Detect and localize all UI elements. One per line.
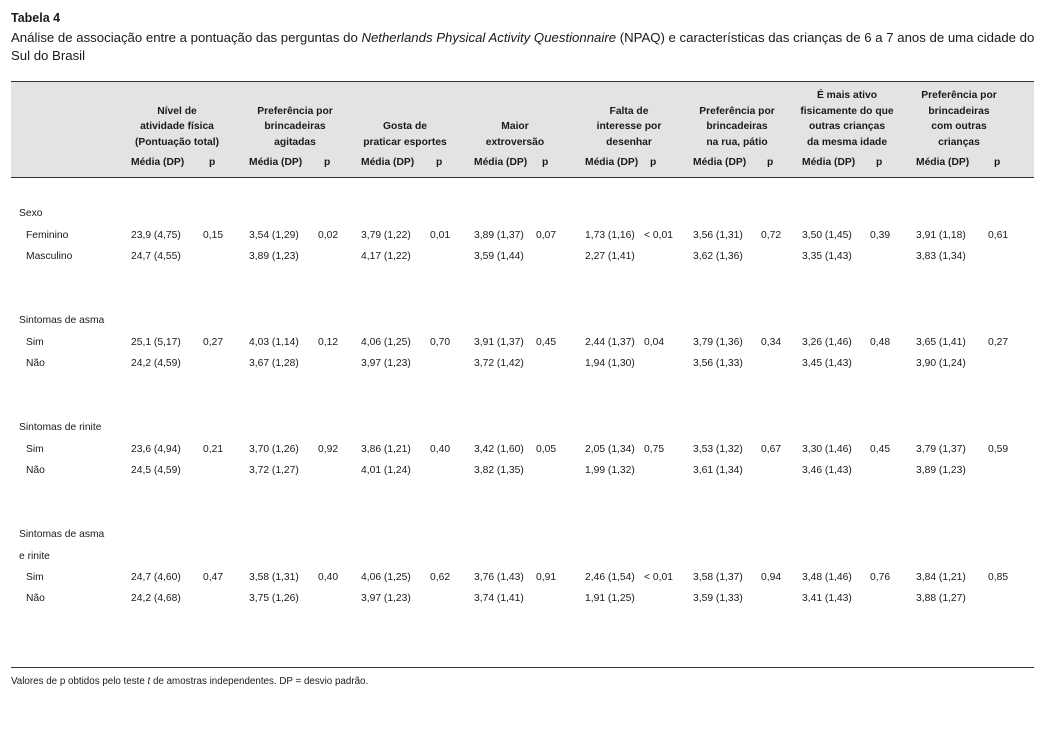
mean-sd-cell: 3,75 (1,26) [249,593,299,604]
section-label: Sintomas de asma [19,529,105,540]
mean-sd-cell: 23,6 (4,94) [131,444,181,455]
mean-sd-cell: 24,2 (4,68) [131,593,181,604]
table-footnote [11,676,368,687]
column-header-text: outras crianças [808,121,886,132]
column-header-text: desenhar [606,136,652,148]
table-title: Tabela 4 [11,11,61,25]
section-label: Sintomas de rinite [19,422,102,433]
mean-sd-cell: 3,97 (1,23) [361,593,411,604]
p-value-cell: 0,21 [203,444,224,455]
mean-sd-cell: 24,2 (4,59) [131,358,181,369]
column-header-text: agitadas [274,136,316,148]
row-label: Não [26,358,45,369]
p-value-cell: 0,76 [870,572,891,583]
column-header-text: brincadeiras [928,105,990,117]
mean-sd-cell: 4,06 (1,25) [361,337,411,348]
column-header-text: brincadeiras [706,121,768,132]
mean-sd-cell: 25,1 (5,17) [131,337,181,348]
column-header-text: Falta de [609,105,649,117]
mean-sd-cell: 1,91 (1,25) [585,593,635,604]
mean-sd-header: Média (DP) [693,157,747,168]
column-header-text: É mais ativo [816,90,878,101]
column-header-text: crianças [938,136,980,148]
mean-sd-cell: 2,27 (1,41) [585,251,635,262]
p-value-cell: 0,70 [430,337,451,348]
mean-sd-cell: 3,48 (1,46) [802,572,852,583]
column-header-text: Preferência por [921,90,997,101]
p-value-header: p [876,157,883,168]
header-bottom-rule [11,177,1034,178]
p-value-cell: 0,04 [644,337,665,348]
table-caption [11,29,1041,65]
column-header-text: da mesma idade [806,136,888,148]
p-value-cell: 0,75 [644,444,665,455]
mean-sd-cell: 3,53 (1,32) [693,444,743,455]
p-value-cell: 0,15 [203,230,224,241]
mean-sd-header: Média (DP) [916,157,970,168]
section-label: Sexo [19,208,43,219]
p-value-header: p [650,157,657,168]
p-value-cell: 0,45 [536,337,557,348]
p-value-header: p [209,157,216,168]
p-value-cell: 0,07 [536,230,557,241]
row-label: Sim [26,337,44,348]
mean-sd-cell: 3,45 (1,43) [802,358,852,369]
p-value-cell: 0,92 [318,444,339,455]
column-header-text: extroversão [485,136,545,148]
mean-sd-cell: 3,89 (1,23) [916,465,966,476]
p-value-cell: 0,91 [536,572,557,583]
mean-sd-cell: 3,97 (1,23) [361,358,411,369]
mean-sd-cell: 23,9 (4,75) [131,230,181,241]
caption-text: Análise de associação entre a pontuação das perguntas do [11,30,362,45]
p-value-cell: 0,02 [318,230,339,241]
column-header-text: Nível de [157,105,197,117]
p-value-cell: 0,40 [430,444,451,455]
column-header-text: fisicamente do que [800,105,894,117]
p-value-cell: 0,45 [870,444,891,455]
p-value-header: p [542,157,549,168]
caption-text-end: (NPAQ) e características das crianças de 6 a 7 anos de uma cidade do Sul do Brasil [11,30,1035,63]
mean-sd-cell: 3,76 (1,43) [474,572,524,583]
mean-sd-cell: 3,26 (1,46) [802,337,852,348]
p-value-cell: 0,27 [988,337,1009,348]
mean-sd-cell: 3,35 (1,43) [802,251,852,262]
p-value-cell: 0,94 [761,572,782,583]
mean-sd-cell: 3,89 (1,37) [474,230,524,241]
mean-sd-header: Média (DP) [802,157,856,168]
column-header-text: na rua, pátio [706,136,768,148]
mean-sd-cell: 3,79 (1,36) [693,337,743,348]
column-header-text: com outras [931,121,987,132]
column-header-text: praticar esportes [363,136,447,148]
p-value-cell: 0,12 [318,337,339,348]
footnote-text: Valores de p obtidos pelo teste [11,676,148,687]
mean-sd-cell: 1,73 (1,16) [585,230,635,241]
mean-sd-cell: 3,91 (1,18) [916,230,966,241]
mean-sd-cell: 3,79 (1,22) [361,230,411,241]
mean-sd-cell: 4,03 (1,14) [249,337,299,348]
section-label: Sintomas de asma [19,315,105,326]
row-label: Não [26,465,45,476]
mean-sd-cell: 3,30 (1,46) [802,444,852,455]
column-header-text: (Pontuação total) [134,136,220,148]
mean-sd-cell: 3,90 (1,24) [916,358,966,369]
mean-sd-cell: 4,01 (1,24) [361,465,411,476]
p-value-cell: 0,59 [988,444,1009,455]
p-value-cell: 0,40 [318,572,339,583]
p-value-header: p [767,157,774,168]
row-label: Sim [26,444,44,455]
mean-sd-cell: 3,62 (1,36) [693,251,743,262]
column-header-text: brincadeiras [264,121,326,132]
mean-sd-header: Média (DP) [249,157,303,168]
mean-sd-cell: 2,44 (1,37) [585,337,635,348]
p-value-cell: 0,48 [870,337,891,348]
mean-sd-cell: 3,84 (1,21) [916,572,966,583]
row-label: Masculino [26,251,73,262]
mean-sd-cell: 3,72 (1,27) [249,465,299,476]
mean-sd-cell: 3,74 (1,41) [474,593,524,604]
column-header-text: Maior [501,121,529,132]
p-value-cell: 0,47 [203,572,224,583]
mean-sd-cell: 3,54 (1,29) [249,230,299,241]
p-value-header: p [324,157,331,168]
p-value-cell: 0,39 [870,230,891,241]
caption-questionnaire-name: Netherlands Physical Activity Questionnaire [361,30,617,45]
mean-sd-cell: 24,7 (4,60) [131,572,181,583]
mean-sd-cell: 3,42 (1,60) [474,444,524,455]
p-value-cell: < 0,01 [644,572,673,583]
p-value-cell: 0,72 [761,230,782,241]
mean-sd-cell: 3,89 (1,23) [249,251,299,262]
column-header-text: interesse por [596,121,662,132]
mean-sd-cell: 1,94 (1,30) [585,358,635,369]
mean-sd-cell: 3,56 (1,33) [693,358,743,369]
section-label: e rinite [19,551,50,562]
p-value-header: p [436,157,443,168]
mean-sd-header: Média (DP) [361,157,415,168]
p-value-cell: 0,61 [988,230,1009,241]
mean-sd-cell: 3,79 (1,37) [916,444,966,455]
mean-sd-cell: 3,56 (1,31) [693,230,743,241]
mean-sd-cell: 3,50 (1,45) [802,230,852,241]
column-header-text: Gosta de [382,121,428,132]
mean-sd-cell: 3,67 (1,28) [249,358,299,369]
mean-sd-cell: 3,46 (1,43) [802,465,852,476]
p-value-cell: 0,05 [536,444,557,455]
column-header-text: Preferência por [699,105,775,117]
p-value-cell: 0,85 [988,572,1009,583]
mean-sd-header: Média (DP) [474,157,528,168]
row-label: Sim [26,572,44,583]
mean-sd-cell: 2,05 (1,34) [585,444,635,455]
table-bottom-rule [11,667,1034,668]
mean-sd-header: Média (DP) [585,157,639,168]
mean-sd-header: Média (DP) [131,157,185,168]
mean-sd-cell: 3,59 (1,33) [693,593,743,604]
mean-sd-cell: 3,65 (1,41) [916,337,966,348]
mean-sd-cell: 4,06 (1,25) [361,572,411,583]
mean-sd-cell: 24,5 (4,59) [131,465,181,476]
mean-sd-cell: 3,41 (1,43) [802,593,852,604]
mean-sd-cell: 3,83 (1,34) [916,251,966,262]
mean-sd-cell: 3,91 (1,37) [474,337,524,348]
mean-sd-cell: 3,86 (1,21) [361,444,411,455]
p-value-cell: 0,27 [203,337,224,348]
mean-sd-cell: 2,46 (1,54) [585,572,635,583]
p-value-cell: < 0,01 [644,230,673,241]
mean-sd-cell: 1,99 (1,32) [585,465,635,476]
p-value-cell: 0,67 [761,444,782,455]
row-label: Feminino [26,230,69,241]
mean-sd-cell: 3,61 (1,34) [693,465,743,476]
row-label: Não [26,593,45,604]
column-header-text: Preferência por [257,105,333,117]
mean-sd-cell: 3,88 (1,27) [916,593,966,604]
p-value-cell: 0,01 [430,230,451,241]
mean-sd-cell: 3,59 (1,44) [474,251,524,262]
footnote-text-end: de amostras independentes. DP = desvio padrão. [150,676,369,687]
mean-sd-cell: 24,7 (4,55) [131,251,181,262]
footnote-test-name: t [147,676,151,687]
p-value-cell: 0,34 [761,337,782,348]
mean-sd-cell: 3,70 (1,26) [249,444,299,455]
mean-sd-cell: 4,17 (1,22) [361,251,411,262]
mean-sd-cell: 3,72 (1,42) [474,358,524,369]
p-value-header: p [994,157,1001,168]
p-value-cell: 0,62 [430,572,451,583]
mean-sd-cell: 3,58 (1,31) [249,572,299,583]
mean-sd-cell: 3,82 (1,35) [474,465,524,476]
column-header-text: atividade física [140,121,214,132]
mean-sd-cell: 3,58 (1,37) [693,572,743,583]
